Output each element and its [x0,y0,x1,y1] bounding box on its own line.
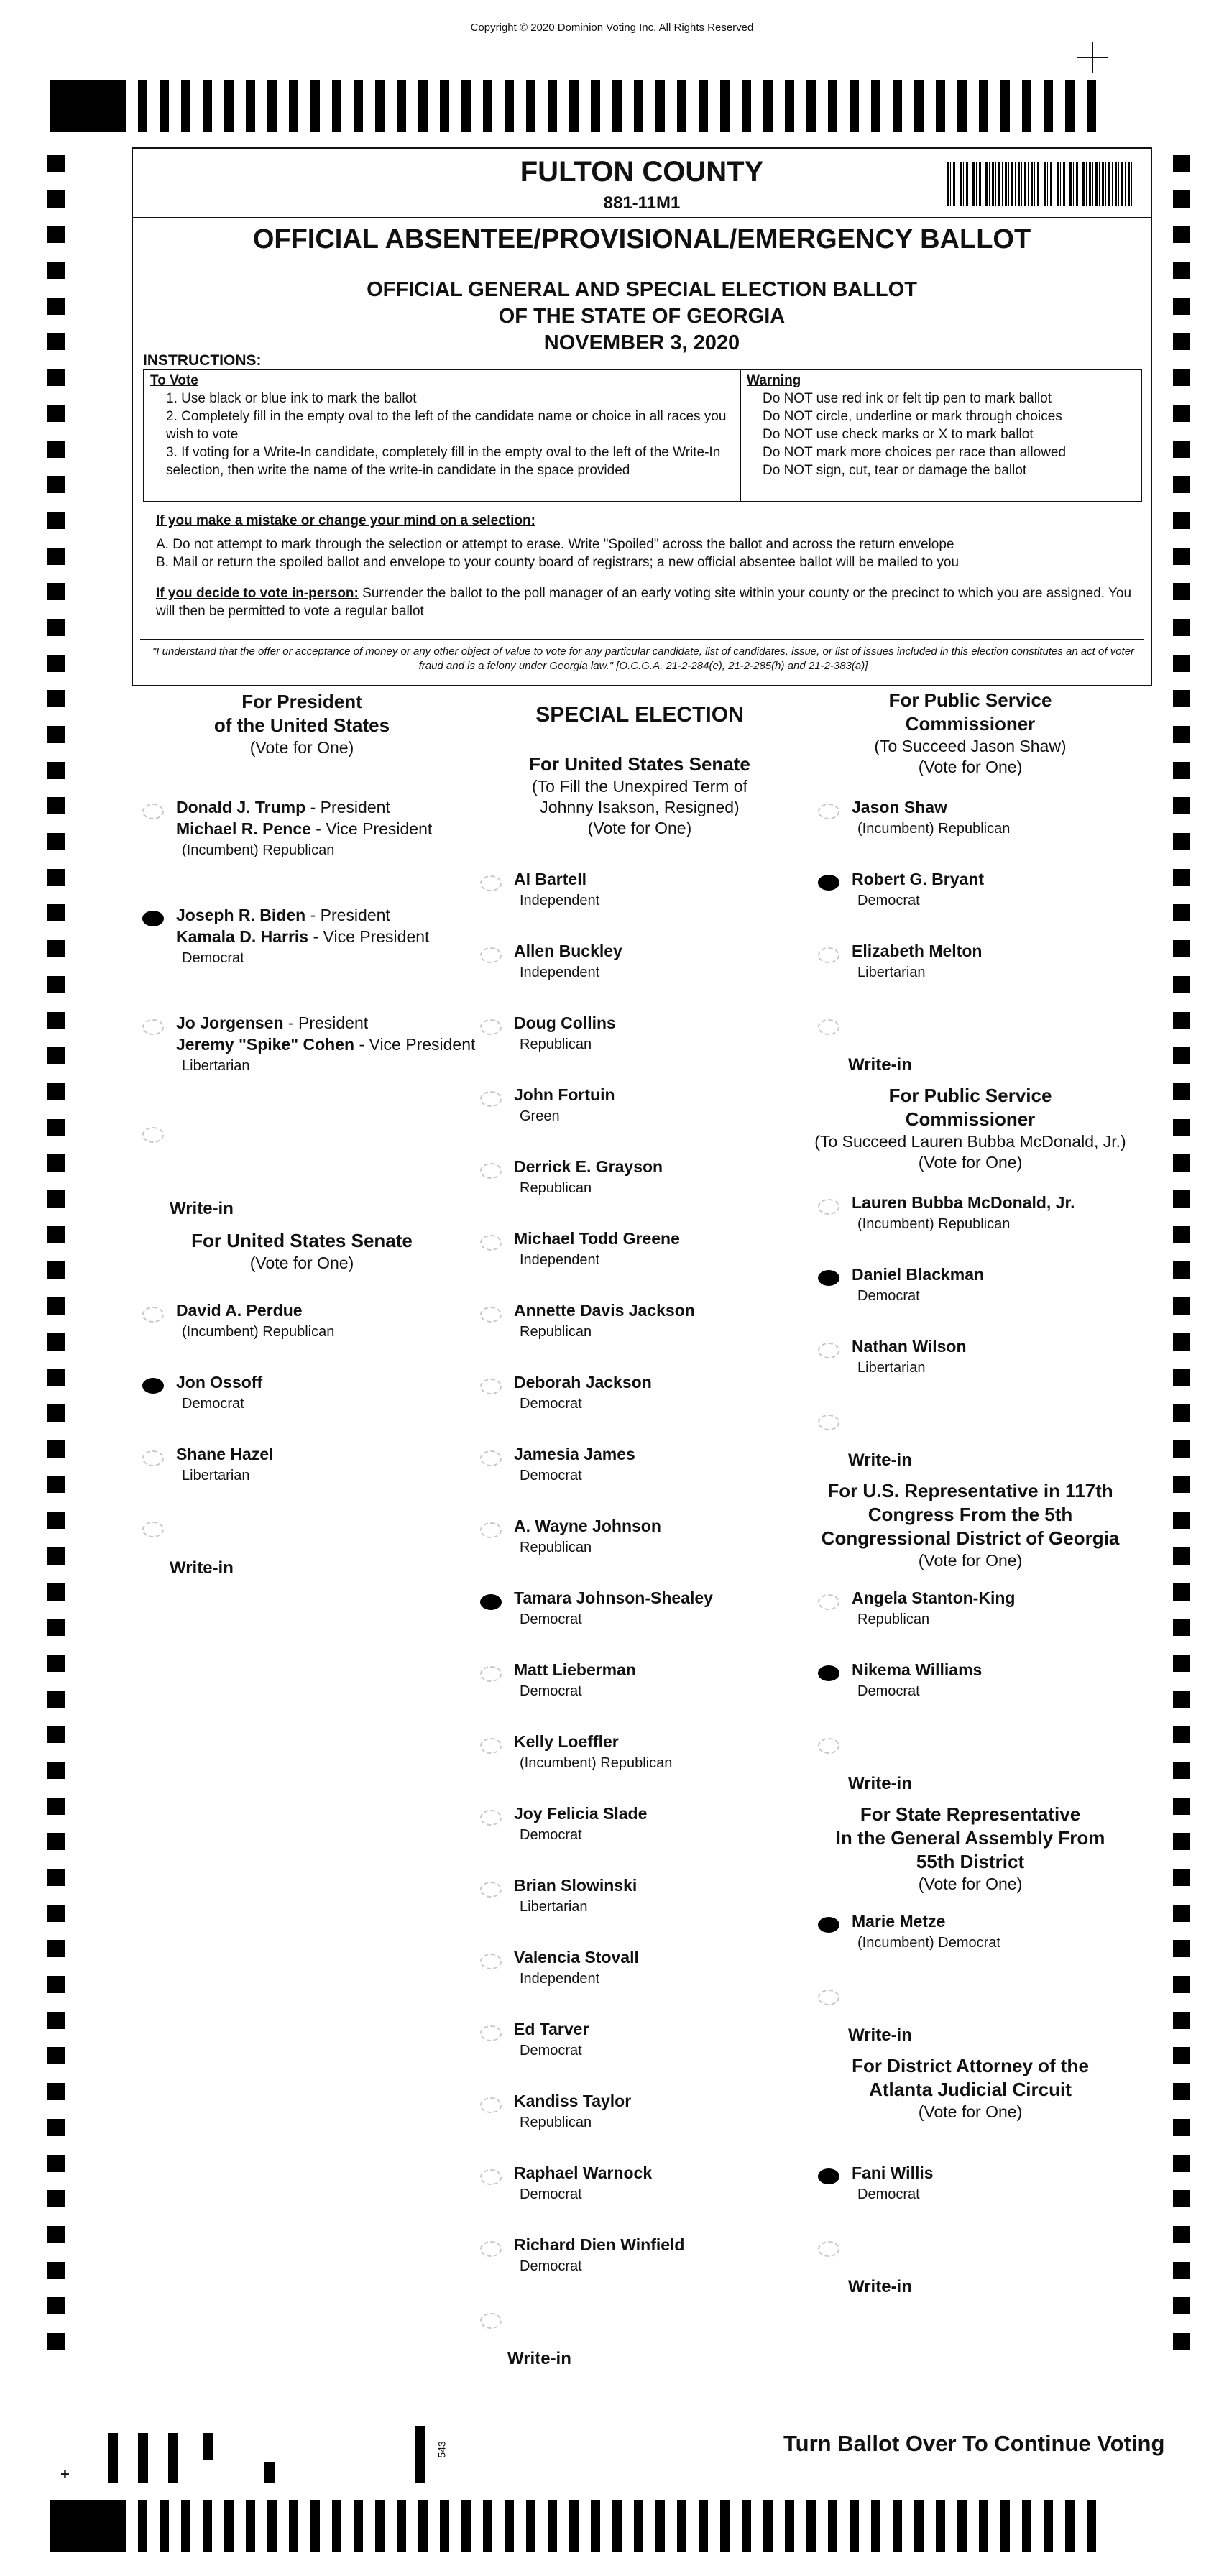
vote-oval-special-senate[interactable] [480,1954,502,1969]
candidate-party: Democrat [520,1611,582,1627]
candidate-biden: Joseph R. Biden - President Kamala D. Harris - Vice President Democrat [176,906,430,966]
candidate-name: Raphael Warnock [514,2163,653,2182]
vote-oval-psc1-writein[interactable] [818,1019,839,1035]
candidate-ossoff: Jon Ossoff Democrat [176,1373,263,1412]
county-name: FULTON COUNTY [520,156,764,188]
turn-over-notice: Turn Ballot Over To Continue Voting [783,2431,1165,2456]
candidate-perdue: David A. Perdue (Incumbent) Republican [176,1301,335,1340]
vote-oval-mcdonald[interactable] [818,1199,839,1215]
vote-oval-ossoff[interactable] [142,1378,164,1394]
candidate-name: Deborah Jackson [514,1373,652,1392]
vote-oval-special-senate[interactable] [480,947,502,963]
special-senate-candidate [514,2162,652,2205]
candidate-party: Independent [520,965,600,980]
top-timing-marks [50,80,1179,132]
candidate-name: Kandiss Taylor [514,2092,632,2110]
special-senate-candidate [514,1803,647,1846]
vote-oval-blackman[interactable] [818,1270,839,1286]
da-writein-label: Write-in [848,2277,912,2296]
candidate-party: Democrat [520,2186,582,2202]
special-senate-candidate [514,1946,639,1990]
district-attorney-race: For District Attorney of the Atlanta Judicial Circuit (Vote for One) [852,2055,1089,2121]
us-senate-race: For United States Senate (Vote for One) [191,1230,413,1272]
candidate-party: Libertarian [520,1899,588,1915]
vote-oval-melton[interactable] [818,947,839,963]
warning-instructions: Warning Do NOT use red ink or felt tip pen to mark ballot Do NOT circle, underline or mark through choices Do NOT use check marks or X to mark ballot Do NOT mark more choices per race than allowed Do NOT sign, cut, tear or damage the ballot [747,373,1067,478]
registration-mark-icon [1077,42,1108,73]
plus-mark-icon: + [60,2465,70,2483]
copyright-notice: Copyright © 2020 Dominion Voting Inc. All Rights Reserved [470,22,754,34]
vote-oval-special-senate[interactable] [480,2025,502,2041]
psc-race-2: For Public Service Commissioner (To Succeed Lauren Bubba McDonald, Jr.) (Vote for One) [814,1085,1126,1172]
candidate-name: Doug Collins [514,1013,616,1032]
special-senate-candidate [514,1156,663,1199]
footer-mark [415,2426,425,2483]
candidate-melton: Elizabeth Melton Libertarian [852,942,983,980]
vote-oval-state-writein[interactable] [818,1990,839,2005]
vote-oval-biden[interactable] [142,911,164,926]
vote-oval-trump[interactable] [142,804,164,819]
vote-oval-metze[interactable] [818,1917,839,1933]
candidate-party: Democrat [520,1683,582,1699]
candidate-party: Independent [520,1252,600,1268]
candidate-name: Kelly Loeffler [514,1732,619,1751]
ballot-style-code: 881-11M1 [603,193,681,213]
footer-mark [138,2433,148,2483]
footer-mark [108,2433,118,2483]
candidate-party: Republican [520,1324,592,1340]
special-senate-candidate [514,868,599,911]
vote-oval-special-senate[interactable] [480,1594,502,1610]
candidate-mcdonald: Lauren Bubba McDonald, Jr. (Incumbent) Republican [852,1193,1075,1232]
special-senate-candidate [514,2090,631,2133]
footer-mark [203,2433,213,2460]
small-code: 543 [436,2441,448,2458]
mistake-instructions: If you make a mistake or change your mind on a selection: A. Do not attempt to mark through the selection or attempt to erase. Write "Spoiled" across the ballot and across the return envelope B. Mail or return the spoiled ballot and envelope to your county board of registrars; a new official absentee ballot will be mailed to you If you decide to vote in-person: Surrender the ballot to the poll manager of an early voting site within your county or the precinct to which you are assigned. You will then be permitted to vote a regular ballot [156,513,1132,619]
candidate-name: Michael Todd Greene [514,1229,680,1248]
senate-writein-label: Write-in [170,1558,234,1578]
candidate-party: Republican [520,1180,592,1196]
candidate-party: Democrat [520,2258,582,2274]
candidate-name: Jamesia James [514,1445,635,1463]
special-senate-candidate [514,2234,684,2277]
vote-oval-stanton-king[interactable] [818,1594,839,1610]
ballot-type-title: OFFICIAL ABSENTEE/PROVISIONAL/EMERGENCY BALLOT [252,224,1031,254]
vote-oval-jorgensen[interactable] [142,1019,164,1035]
candidate-party: Republican [520,1540,592,1555]
vote-oval-special-senate[interactable] [480,2241,502,2257]
vote-oval-shaw[interactable] [818,804,839,819]
candidate-party: Independent [520,1971,600,1987]
candidate-metze: Marie Metze (Incumbent) Democrat [852,1912,1000,1951]
to-vote-instructions: To Vote 1. Use black or blue ink to mark the ballot 2. Completely fill in the empty oval to the left of the candidate name or choice in all races you wish to vote 3. If voting for a Write-In candidate, completely fill in the empty oval to the left of the Write-In selection, then write the name of the write-in candidate in the space provided [144,370,741,501]
candidate-shaw: Jason Shaw (Incumbent) Republican [852,798,1011,837]
vote-oval-wilson[interactable] [818,1343,839,1358]
candidate-hazel: Shane Hazel Libertarian [176,1445,274,1484]
state-rep-race: For State Representative In the General Assembly From 55th District (Vote for One) [835,1803,1105,1893]
election-title: OFFICIAL GENERAL AND SPECIAL ELECTION BALLOT OF THE STATE OF GEORGIA NOVEMBER 3, 2020 [367,278,917,354]
vote-oval-special-senate[interactable] [480,1235,502,1251]
vote-oval-special-senate[interactable] [480,1091,502,1107]
candidate-willis: Fani Willis Democrat [852,2163,934,2202]
vote-oval-special-senate[interactable] [480,2169,502,2185]
candidate-jorgensen: Jo Jorgensen - President Jeremy "Spike" Cohen - Vice President Libertarian [176,1013,476,1074]
vote-oval-president-writein[interactable] [142,1127,164,1143]
candidate-trump: Donald J. Trump - President Michael R. Pence - Vice President (Incumbent) Republican [176,798,433,858]
special-senate-candidate [514,1443,635,1486]
candidate-name: Richard Dien Winfield [514,2235,685,2254]
candidate-party: Democrat [520,2043,582,2058]
vote-oval-bryant[interactable] [818,875,839,891]
vote-oval-perdue[interactable] [142,1307,164,1322]
vote-oval-rep-writein[interactable] [818,1738,839,1754]
vote-oval-psc2-writein[interactable] [818,1414,839,1430]
special-senate-candidate [514,1371,652,1414]
state-writein-label: Write-in [848,2025,912,2045]
vote-oval-special-senate[interactable] [480,1522,502,1538]
special-senate-candidate [514,1587,713,1630]
vote-oval-special-senate[interactable] [480,1882,502,1898]
special-senate-candidate [514,1659,636,1702]
us-rep-race: For U.S. Representative in 117th Congress From the 5th Congressional District of Georgia (Vote for One) [821,1480,1120,1570]
right-timing-marks [1173,155,1190,2369]
candidate-name: Valencia Stovall [514,1948,639,1966]
ballot-header [132,147,1152,686]
vote-oval-special-senate[interactable] [480,1163,502,1179]
voter-fraud-oath: "I understand that the offer or acceptance of money or any other object of value to vote for any particular candidate, list of candidates, issue, or list of issues included in this election constitutes an act of voter fraud and is a felony under Georgia law." [O.C.G.A. 21-2-284(e), 21-2-285(h) and 21-2-383(a)] [152,645,1135,672]
special-senate-candidate [514,1084,615,1127]
psc2-writein-label: Write-in [848,1450,912,1470]
candidate-party: Independent [520,893,600,908]
vote-oval-special-senate[interactable] [480,1019,502,1035]
special-senate-candidate [514,1300,695,1343]
left-timing-marks [47,155,65,2369]
instructions-box [143,369,1142,502]
special-senate-candidate [514,1731,672,1774]
vote-oval-special-senate[interactable] [480,1666,502,1682]
special-senate-candidate [514,2018,589,2061]
special-senate-candidate [514,1874,637,1918]
candidate-name: Brian Slowinski [514,1876,638,1895]
candidate-party: Democrat [520,1827,582,1843]
candidate-name: Allen Buckley [514,942,622,960]
vote-oval-special-senate[interactable] [480,1810,502,1826]
candidate-party: Green [520,1108,560,1124]
rep-writein-label: Write-in [848,1774,912,1793]
candidate-name: Ed Tarver [514,2020,589,2038]
bottom-timing-marks [50,2500,1179,2552]
candidate-name: Annette Davis Jackson [514,1301,695,1320]
candidate-party: (Incumbent) Republican [520,1755,673,1771]
vote-oval-hazel[interactable] [142,1450,164,1466]
special-writein-label: Write-in [507,2349,571,2368]
president-writein-label: Write-in [170,1199,234,1218]
psc1-writein-label: Write-in [848,1055,912,1075]
candidate-name: Tamara Johnson-Shealey [514,1588,713,1607]
candidate-name: Matt Lieberman [514,1660,636,1679]
vote-oval-da-writein[interactable] [818,2241,839,2257]
president-race: For President of the United States (Vote for One) [213,691,390,757]
special-senate-candidate [514,1228,680,1271]
footer-mark [264,2462,275,2483]
vote-oval-willis[interactable] [818,2168,839,2184]
vote-oval-nikema-williams[interactable] [818,1665,839,1681]
candidate-party: Republican [520,1036,592,1052]
special-senate-candidate [514,940,622,983]
footer-mark [168,2433,178,2483]
candidate-stanton-king: Angela Stanton-King Republican [852,1588,1016,1627]
psc-race-1: For Public Service Commissioner (To Succeed Jason Shaw) (Vote for One) [874,689,1067,776]
barcode-icon [947,162,1133,206]
vote-oval-special-writein[interactable] [480,2313,502,2329]
candidate-blackman: Daniel Blackman Democrat [852,1265,985,1304]
vote-oval-special-senate[interactable] [480,875,502,891]
vote-oval-special-senate[interactable] [480,2097,502,2113]
special-senate-candidate [514,1012,616,1055]
candidate-bryant: Robert G. Bryant Democrat [852,870,985,908]
special-election-race: SPECIAL ELECTION For United States Senate (To Fill the Unexpired Term of Johnny Isakson, Resigned) (Vote for One) [529,703,750,837]
special-senate-candidate [514,1515,661,1558]
vote-oval-special-senate[interactable] [480,1307,502,1322]
vote-oval-special-senate[interactable] [480,1379,502,1394]
candidate-nikema-williams: Nikema Williams Democrat [852,1660,983,1699]
vote-oval-special-senate[interactable] [480,1450,502,1466]
instructions-title: INSTRUCTIONS: [143,352,262,369]
candidate-name: A. Wayne Johnson [514,1517,661,1535]
candidate-name: Al Bartell [514,870,586,888]
candidate-name: Joy Felicia Slade [514,1804,648,1823]
candidate-name: Derrick E. Grayson [514,1157,663,1176]
vote-oval-special-senate[interactable] [480,1738,502,1754]
candidate-name: John Fortuin [514,1085,615,1104]
candidate-party: Republican [520,2115,592,2130]
candidate-party: Democrat [520,1468,582,1484]
vote-oval-senate-writein[interactable] [142,1522,164,1537]
candidate-party: Democrat [520,1396,582,1412]
candidate-wilson: Nathan Wilson Libertarian [852,1337,967,1376]
